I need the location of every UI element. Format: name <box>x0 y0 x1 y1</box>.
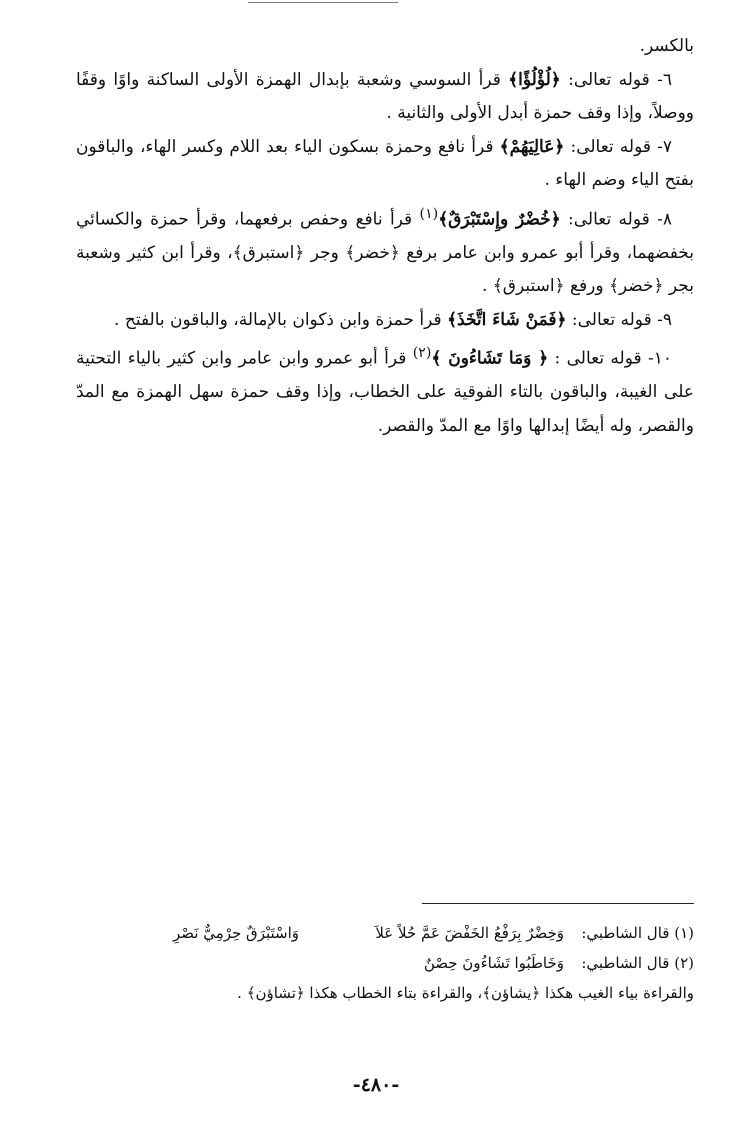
p8-quran-word: ﴿خُضْرٌ وإِسْتَبْرَقٌ﴾ <box>438 209 561 230</box>
footnote-2-note: والقراءة بياء الغيب هكذا ﴿يشاؤن﴾، والقراءة بتاء الخطاب هكذا ﴿تشاؤن﴾ . <box>237 984 694 1002</box>
footnote-2-label: (٢) قال الشاطبي: <box>581 954 694 972</box>
footnote-2 <box>130 948 694 978</box>
paragraph-0 <box>76 30 694 64</box>
footnote-1 <box>130 918 694 948</box>
footnote-2-verse-first-half: وَخَاطَبُوا تَشَاءُونَ حِصْنٌ <box>423 954 564 972</box>
top-divider <box>248 2 398 3</box>
paragraph-6 <box>76 64 694 131</box>
p6-body: قرأ السوسي وشعبة بإبدال الهمزة الأولى الساكنة واوًا وقفًا ووصلاً، وإذا وقف حمزة أبدل الأولى والثانية . <box>76 69 694 123</box>
paragraph-0-text: بالكسر. <box>639 36 694 56</box>
p10-quran-word: ﴿ وَمَا تَشَاءُونَ ﴾ <box>431 348 549 369</box>
paragraph-9 <box>76 304 694 338</box>
paragraph-7 <box>76 131 694 198</box>
footnote-divider <box>422 903 694 904</box>
main-text <box>76 30 694 443</box>
p6-lead: ٦- قوله تعالى: <box>560 69 672 90</box>
p8-lead: ٨- قوله تعالى: <box>560 209 672 230</box>
p7-body: قرأ نافع وحمزة بسكون الياء بعد اللام وكسر الهاء، والباقون بفتح الياء وضم الهاء . <box>76 136 694 190</box>
p9-quran-word: ﴿فَمَنْ شَاءَ اتَّخَذَ﴾ <box>447 309 567 330</box>
p7-quran-word: ﴿عَالِيَهُمْ﴾ <box>499 136 565 157</box>
p8-footnote-ref[interactable]: (١) <box>419 205 439 222</box>
page-number: -٤٨٠- <box>352 1074 400 1096</box>
footnotes <box>130 918 694 1008</box>
p6-quran-word: ﴿لُؤْلُؤًا﴾ <box>508 69 561 90</box>
footnote-1-verse-first-half: وَخِضْرٌ بِرَفْعُ الخَفْضَ عَمَّ حُلاً عَلاَ <box>375 924 564 942</box>
p8-body: قرأ نافع وحفص برفعهما، وقرأ حمزة والكسائي بخفضهما، وقرأ أبو عمرو وابن عامر برفع ﴿خضر﴾ وجر ﴿استبرق﴾، وقرأ ابن كثير وشعبة بجر ﴿خضر﴾ ورفع ﴿استبرق﴾ . <box>76 209 694 297</box>
footnote-1-label: (١) قال الشاطبي: <box>581 924 694 942</box>
p9-lead: ٩- قوله تعالى: <box>566 309 672 330</box>
paragraph-10 <box>76 337 694 443</box>
p7-lead: ٧- قوله تعالى: <box>564 136 672 157</box>
p10-footnote-ref[interactable]: (٢) <box>412 345 432 362</box>
footnote-1-verse-second-half: وَاسْتَبْرَقٌ حِرْمِيٌّ نَصْرِ <box>172 924 299 942</box>
paragraph-8 <box>76 198 694 304</box>
p10-lead: ١٠- قوله تعالى : <box>548 348 672 369</box>
p9-body: قرأ حمزة وابن ذكوان بالإمالة، والباقون بالفتح . <box>114 309 448 330</box>
p10-body: قرأ أبو عمرو وابن عامر وابن كثير بالياء التحتية على الغيبة، والباقون بالتاء الفوقية على الخطاب، وإذا وقف حمزة سهل الهمزة مع المدّ والقصر، وله أيضًا إبدالها واوًا مع المدّ والقصر. <box>76 348 694 436</box>
